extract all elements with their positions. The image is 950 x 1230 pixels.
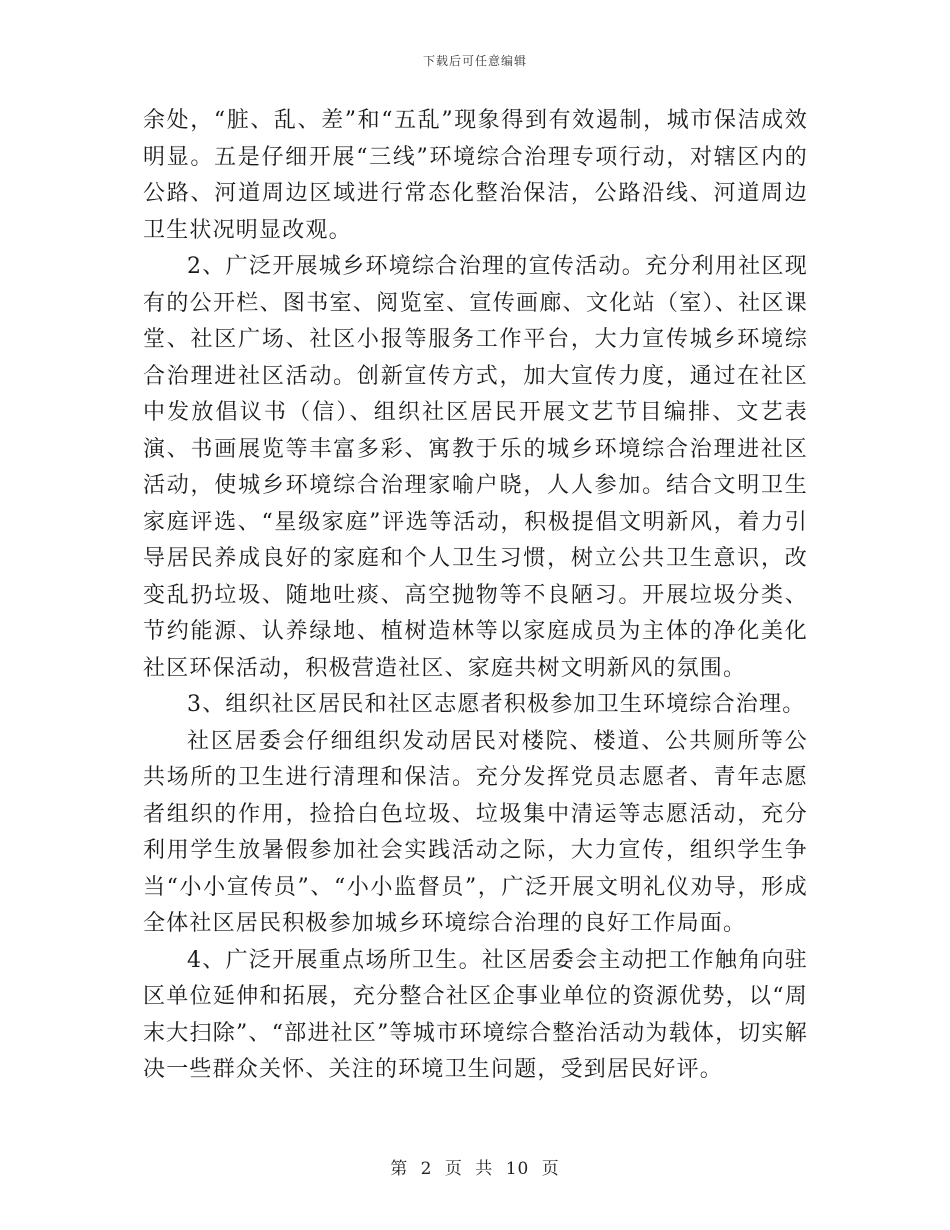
paragraph-4: 社区居委会仔细组织发动居民对楼院、楼道、公共厕所等公共场所的卫生进行清理和保洁。充分发挥党员志愿者、青年志愿者组织的作用，捡拾白色垃圾、垃圾集中清运等志愿活动，充分利用学生放暑假参加社会实践活动之际，大力宣传，组织学生争当“小小宣传员”、“小小监督员”，广泛开展文明礼仪劝导，形成全体社区居民积极参加城乡环境综合治理的良好工作局面。: [143, 728, 808, 936]
paragraph-3: 3、组织社区居民和社区志愿者积极参加卫生环境综合治理。: [187, 692, 806, 717]
page-header: [0, 52, 950, 69]
document-body: [143, 103, 808, 1089]
page-footer: [0, 1154, 950, 1179]
paragraph-2: 2、广泛开展城乡环境综合治理的宣传活动。充分利用社区现有的公开栏、图书室、阅览室、宣传画廊、文化站（室）、社区课堂、社区广场、社区小报等服务工作平台，大力宣传城乡环境综合治理进社区活动。创新宣传方式，加大宣传力度，通过在社区中发放倡议书（信）、组织社区居民开展文艺节目编排、文艺表演、书画展览等丰富多彩、寓教于乐的城乡环境综合治理进社区活动，使城乡环境综合治理家喻户晓，人人参加。结合文明卫生家庭评选、“星级家庭”评选等活动，积极提倡文明新风，着力引导居民养成良好的家庭和个人卫生习惯，树立公共卫生意识，改变乱扔垃圾、随地吐痰、高空抛物等不良陋习。开展垃圾分类、节约能源、认养绿地、植树造林等以家庭成员为主体的净化美化社区环保活动，积极营造社区、家庭共树文明新风的氛围。: [143, 254, 808, 681]
paragraph-1: 余处，“脏、乱、差”和“五乱”现象得到有效遏制，城市保洁成效明显。五是仔细开展“三线”环境综合治理专项行动，对辖区内的公路、河道周边区域进行常态化整治保洁，公路沿线、河道周边卫生状况明显改观。: [143, 108, 808, 243]
paragraph-5: 4、广泛开展重点场所卫生。社区居委会主动把工作触角向驻区单位延伸和拓展，充分整合社区企事业单位的资源优势，以“周末大扫除”、“部进社区”等城市环境综合整治活动为载体，切实解决一些群众关怀、关注的环境卫生问题，受到居民好评。: [143, 947, 808, 1082]
page-number: 第 2 页 共 10 页: [390, 1159, 560, 1179]
header-text: 下载后可任意编辑: [422, 54, 527, 68]
